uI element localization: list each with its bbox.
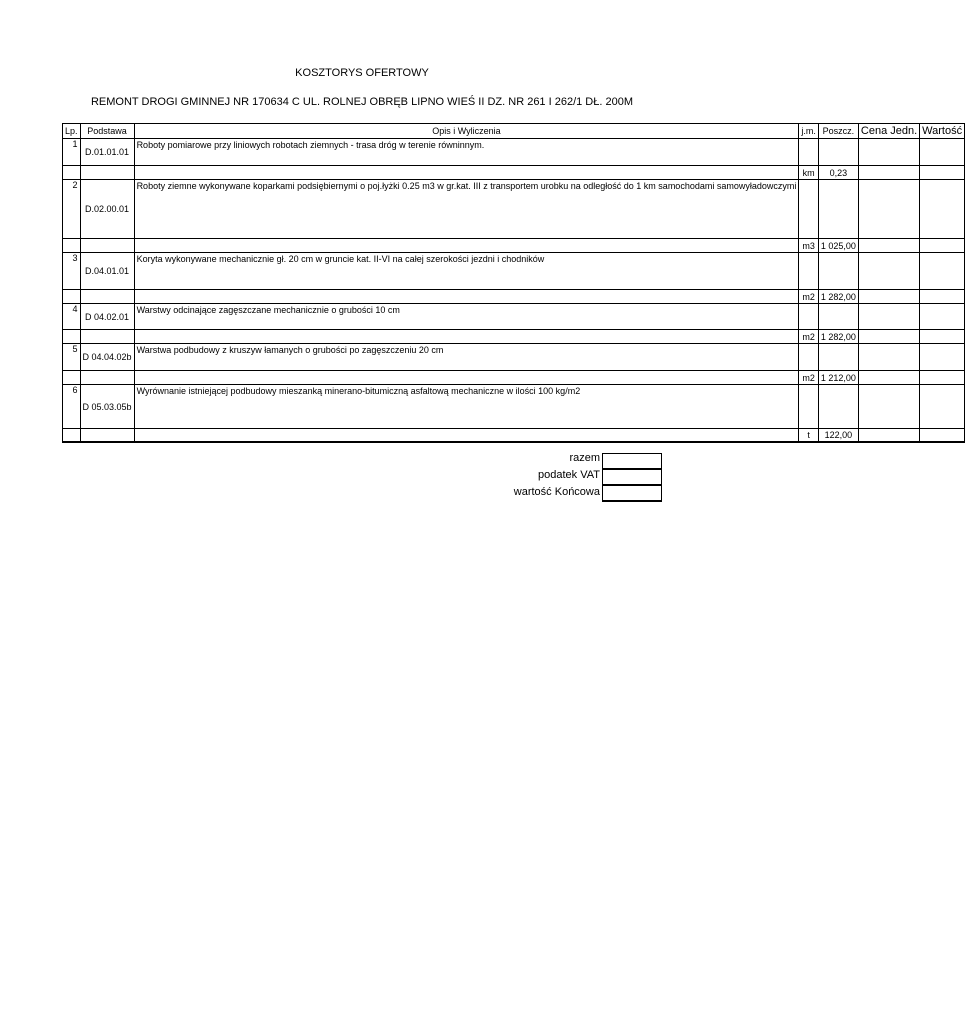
summary-vat-label: podatek VAT (538, 469, 600, 481)
table-row (63, 253, 965, 290)
item-quantity: 0,23 (818, 166, 858, 180)
item-unit: m2 (799, 371, 819, 385)
table-row (63, 371, 965, 385)
summary-vat-value (602, 469, 662, 485)
item-quantity: 1 282,00 (818, 290, 858, 304)
header-wartosc: Wartość (920, 124, 965, 139)
table-row (63, 139, 965, 166)
item-code: D 05.03.05b (80, 385, 134, 429)
table-row (63, 166, 965, 180)
item-unit: m3 (799, 239, 819, 253)
item-code: D.02.00.01 (80, 180, 134, 239)
summary-total-value (602, 453, 662, 469)
table-row (63, 239, 965, 253)
estimate-table (62, 123, 965, 443)
item-lp: 6 (63, 385, 81, 429)
item-code: D.01.01.01 (80, 139, 134, 166)
header-cena: Cena Jedn. (858, 124, 919, 139)
summary-final-label: wartość Końcowa (513, 486, 600, 498)
item-unit: m2 (799, 330, 819, 344)
header-poszcz: Poszcz. (818, 124, 858, 139)
table-row (63, 344, 965, 371)
table-row (63, 429, 965, 442)
table-row (63, 304, 965, 330)
item-quantity: 1 025,00 (818, 239, 858, 253)
table-row (63, 180, 965, 239)
summary-final-value (602, 485, 662, 502)
header-jm: j.m. (799, 124, 819, 139)
summary-total-label: razem (569, 452, 600, 464)
header-podstawa: Podstawa (80, 124, 134, 139)
item-lp: 1 (63, 139, 81, 166)
item-quantity: 122,00 (818, 429, 858, 442)
header-opis: Opis i Wyliczenia (134, 124, 799, 139)
item-code: D 04.04.02b (80, 344, 134, 371)
item-description: Roboty pomiarowe przy liniowych robotach ziemnych - trasa dróg w terenie równinnym. (134, 139, 799, 166)
item-unit: t (799, 429, 819, 442)
table-row (63, 385, 965, 429)
item-quantity: 1 282,00 (818, 330, 858, 344)
header-lp: Lp. (63, 124, 81, 139)
item-description: Koryta wykonywane mechanicznie gł. 20 cm w gruncie kat. II-VI na całej szerokości jezdni i chodników (134, 253, 799, 290)
table-row (63, 330, 965, 344)
item-lp: 4 (63, 304, 81, 330)
item-lp: 2 (63, 180, 81, 239)
item-unit: m2 (799, 290, 819, 304)
item-description: Wyrównanie istniejącej podbudowy mieszanką minerano-bitumiczną asfaltową mechaniczne w ilości 100 kg/m2 (134, 385, 799, 429)
item-code: D 04.02.01 (80, 304, 134, 330)
document-title: KOSZTORYS OFERTOWY (295, 67, 429, 79)
item-code: D.04.01.01 (80, 253, 134, 290)
item-description: Warstwa podbudowy z kruszyw łamanych o grubości po zagęszczeniu 20 cm (134, 344, 799, 371)
header-row (63, 124, 965, 139)
item-description: Roboty ziemne wykonywane koparkami podsiębiernymi o poj.łyżki 0.25 m3 w gr.kat. III z transportem urobku na odległość do 1 km samochodami samowyładowczymi (134, 180, 799, 239)
item-lp: 3 (63, 253, 81, 290)
item-lp: 5 (63, 344, 81, 371)
item-unit: km (799, 166, 819, 180)
document-subtitle: REMONT DROGI GMINNEJ NR 170634 C UL. ROLNEJ OBRĘB LIPNO WIEŚ II DZ. NR 261 I 262/1 DŁ. 200M (90, 96, 633, 108)
item-quantity: 1 212,00 (818, 371, 858, 385)
item-description: Warstwy odcinające zagęszczane mechanicznie o grubości 10 cm (134, 304, 799, 330)
table-row (63, 290, 965, 304)
